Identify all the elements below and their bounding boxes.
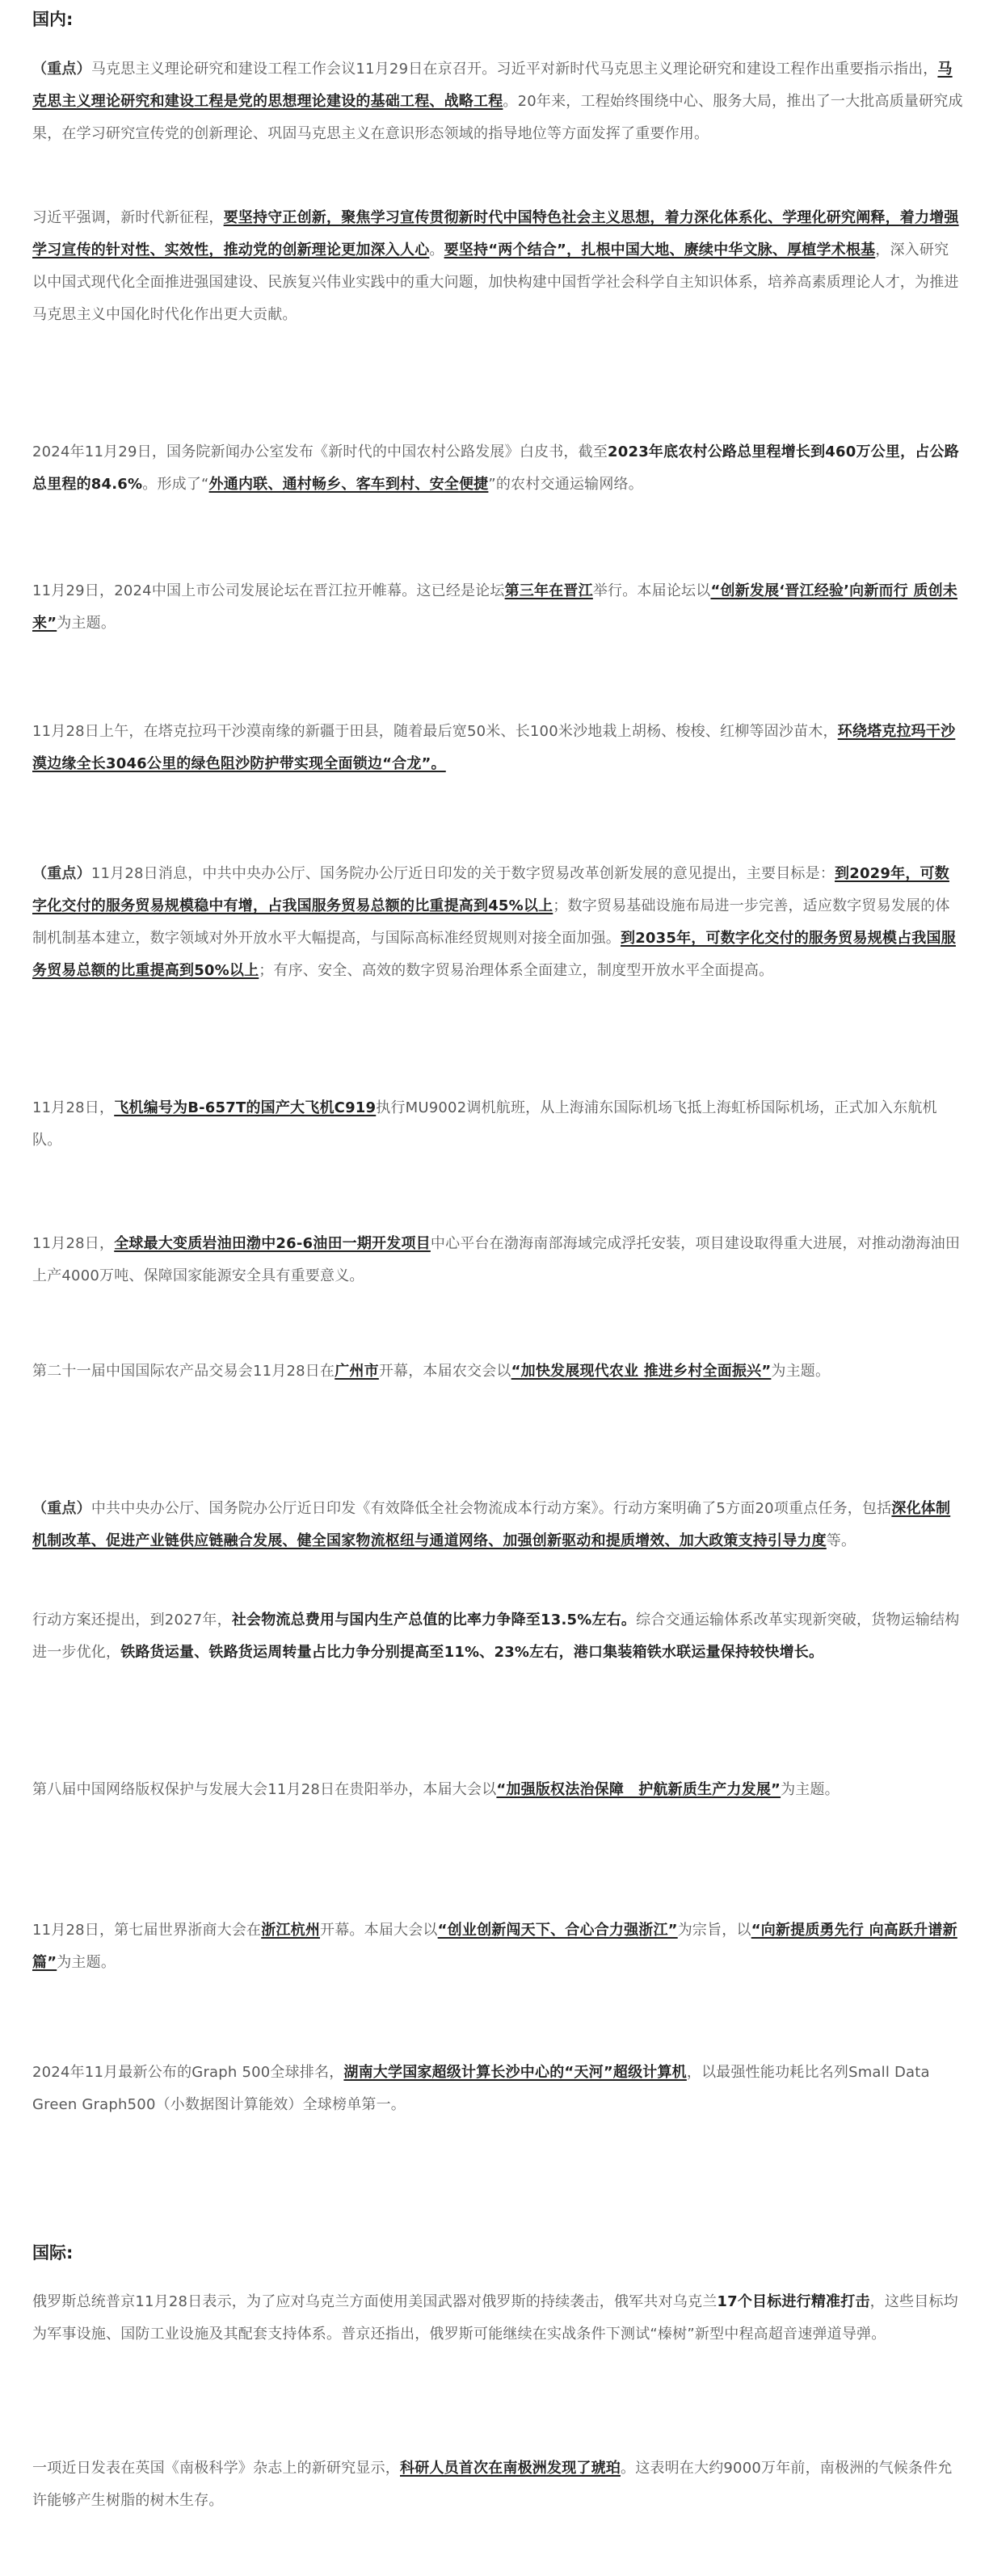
news-item-tianhe-graph500 [32, 2057, 963, 2121]
item-text: 11月28日，第七届世界浙商大会在 [32, 1922, 262, 1939]
item-highlight: 深化体制机制改革、促进产业链供应链融合发展、健全国家物流枢纽与通道网络、加强创新驱动和提质增效、加大政策支持引导力度 [32, 1500, 951, 1549]
item-text: 。这表明在大约9000万年前，南极洲的气候条件允许能够产生树脂的树木生存。 [32, 2460, 953, 2509]
item-highlight: “加强版权法治保障 护航新质生产力发展” [496, 1781, 781, 1798]
item-text: 中共中央办公厅、国务院办公厅近日印发《有效降低全社会物流成本行动方案》。行动方案明确了5方面20项重点任务，包括 [90, 1500, 892, 1517]
item-text: 行动方案还提出，到2027年， [32, 1612, 232, 1628]
item-text: 一项近日发表在英国《南极科学》杂志上的新研究显示， [32, 2460, 400, 2477]
key-tag: （重点） [32, 61, 91, 78]
news-item-agri-fair [32, 1355, 963, 1388]
item-text: ，深入研究以中国式现代化全面推进强国建设、民族复兴伟业实践中的重大问题，加快构建中国哲学社会科学自主知识体系，培养高素质理论人才，为推进马克思主义中国化时代化作出更大贡献。 [32, 242, 959, 323]
item-highlight: 飞机编号为B-657T的国产大飞机C919 [114, 1099, 377, 1116]
item-text: 。20年来，工程始终围绕中心、服务大局，推出了一大批高质量研究成果，在学习研究宣传党的创新理论、巩固马克思主义在意识形态领域的指导地位等方面发挥了重要作用。 [32, 93, 963, 142]
section-heading-international: 国际: [32, 2243, 74, 2263]
item-text: 。 [429, 242, 444, 258]
item-text: 2024年11月29日，国务院新闻办公室发布《新时代的中国农村公路发展》白皮书，截至 [32, 443, 608, 460]
news-item-logistics-plan [32, 1493, 963, 1557]
item-text: ”的农村交通运输网络。 [488, 476, 643, 493]
item-text: ，以最强性能功耗比名列Small Data Green Graph500（小数据图计算能效）全球榜单第一。 [32, 2064, 930, 2113]
item-text: 11月28日， [32, 1099, 115, 1116]
item-bold: 2023年底农村公路总里程增长到460万公里，占公路总里程的84.6% [32, 443, 959, 493]
item-text: 11月28日， [32, 1235, 115, 1252]
item-text: 为宗旨，以 [677, 1922, 751, 1939]
item-highlight: 到2035年，可数字化交付的服务贸易规模占我国服务贸易总额的比重提高到50%以上 [32, 930, 956, 979]
item-text: 习近平强调，新时代新征程， [32, 209, 224, 226]
key-tag: （重点） [32, 865, 91, 882]
news-item-xi-remarks [32, 202, 963, 331]
item-text: ；数字贸易基础设施布局进一步完善，适应数字贸易发展的体制机制基本建立，数字领域对外开放水平大幅提高，与国际高标准经贸规则对接全面加强。 [32, 897, 950, 947]
item-text: 综合交通运输体系改革实现新突破，货物运输结构进一步优化， [32, 1612, 960, 1661]
item-bold: 社会物流总费用与国内生产总值的比率力争降至13.5%左右。 [231, 1612, 637, 1628]
item-highlight: 湖南大学国家超级计算长沙中心的“天河”超级计算机 [343, 2064, 687, 2081]
item-highlight: “创新发展‘晋江经验’向新而行 质创未来” [32, 582, 958, 632]
item-text: 为主题。 [57, 1954, 116, 1971]
item-bold: 17个目标进行精准打击 [717, 2293, 870, 2310]
item-text: 中心平台在渤海南部海域完成浮托安装，项目建设取得重大进展，对推动渤海油田上产4000万吨、保障国家能源安全具有重要意义。 [32, 1235, 961, 1284]
news-item-digital-trade [32, 858, 963, 987]
item-highlight: 全球最大变质岩油田渤中26-6油田一期开发项目 [114, 1235, 431, 1252]
item-highlight: 马克思主义理论研究和建设工程是党的思想理论建设的基础工程、战略工程 [32, 61, 953, 110]
item-text: 俄罗斯总统普京11月28日表示，为了应对乌克兰方面使用美国武器对俄罗斯的持续袭击，俄军共对乌克兰 [32, 2293, 718, 2310]
news-item-rural-roads [32, 436, 963, 501]
item-text: 11月28日消息，中共中央办公厅、国务院办公厅近日印发的关于数字贸易改革创新发展的意见提出，主要目标是： [90, 865, 835, 882]
item-highlight: 到2029年，可数字化交付的服务贸易规模稳中有增，占我国服务贸易总额的比重提高到45%以上 [32, 865, 949, 914]
item-highlight: 要坚持“两个结合”，扎根中国大地、赓续中华文脉、厚植学术根基 [444, 242, 876, 258]
news-item-zhejiang-merchants [32, 1914, 963, 1979]
item-highlight: “向新提质勇先行 向高跃升谱新篇” [32, 1922, 957, 1971]
item-bold: 铁路货运量、铁路货运周转量占比力争分别提高至11%、23%左右，港口集装箱铁水联运量保持较快增长。 [120, 1644, 824, 1661]
item-text: 举行。本届论坛以 [592, 582, 711, 599]
news-item-theory-project [32, 53, 963, 150]
item-text: 执行MU9002调机航班，从上海浦东国际机场飞抵上海虹桥国际机场，正式加入东航机队。 [32, 1099, 937, 1149]
item-text: 马克思主义理论研究和建设工程工作会议11月29日在京召开。习近平对新时代马克思主义理论研究和建设工程作出重要指示指出， [90, 61, 938, 78]
item-text: 开幕，本届农交会以 [378, 1363, 511, 1380]
news-item-logistics-targets [32, 1604, 963, 1669]
item-highlight: 环绕塔克拉玛干沙漠边缘全长3046公里的绿色阻沙防护带实现全面锁边“合龙”。 [32, 723, 956, 772]
item-highlight: 科研人员首次在南极洲发现了琥珀 [400, 2460, 621, 2477]
item-text: 11月28日上午，在塔克拉玛干沙漠南缘的新疆于田县，随着最后宽50米、长100米沙地栽上胡杨、梭梭、红柳等固沙苗木， [32, 723, 838, 740]
item-text: ；有序、安全、高效的数字贸易治理体系全面建立，制度型开放水平全面提高。 [259, 962, 774, 979]
item-highlight: 浙江杭州 [261, 1922, 321, 1939]
item-text: 11月29日，2024中国上市公司发展论坛在晋江拉开帷幕。这已经是论坛 [32, 582, 505, 599]
news-item-jinjiang-forum [32, 575, 963, 640]
item-highlight: “创业创新闯天下、合心合力强浙江” [437, 1922, 678, 1939]
news-item-antarctic-amber [32, 2452, 963, 2517]
news-item-bohai-oilfield [32, 1228, 963, 1292]
item-text: 第八届中国网络版权保护与发展大会11月28日在贵阳举办，本届大会以 [32, 1781, 497, 1798]
item-highlight: 要坚持守正创新，聚焦学习宣传贯彻新时代中国特色社会主义思想，着力深化体系化、学理化研究阐释，着力增强学习宣传的针对性、实效性，推动党的创新理论更加深入人心 [32, 209, 959, 258]
item-text: 。形成了“ [142, 476, 209, 493]
news-item-russia-strike [32, 2286, 963, 2351]
news-item-copyright-conf [32, 1774, 963, 1806]
item-highlight: “加快发展现代农业 推进乡村全面振兴” [511, 1363, 772, 1380]
item-text: 2024年11月最新公布的Graph 500全球排名， [32, 2064, 344, 2081]
news-item-c919 [32, 1092, 963, 1157]
item-text: 第二十一届中国国际农产品交易会11月28日在 [32, 1363, 335, 1380]
item-text: 为主题。 [781, 1781, 840, 1798]
news-item-taklamakan [32, 716, 963, 780]
section-heading-domestic: 国内: [32, 10, 74, 29]
item-text: 为主题。 [57, 615, 116, 632]
item-text: ，这些目标均为军事设施、国防工业设施及其配套支持体系。普京还指出，俄罗斯可能继续在实战条件下测试“榛树”新型中程高超音速弹道导弹。 [32, 2293, 958, 2343]
item-highlight: 广州市 [335, 1363, 379, 1380]
item-text: 等。 [826, 1532, 856, 1549]
item-highlight: 外通内联、通村畅乡、客车到村、安全便捷 [208, 476, 489, 493]
item-text: 开幕。本届大会以 [320, 1922, 438, 1939]
item-highlight: 第三年在晋江 [504, 582, 593, 599]
item-text: 为主题。 [771, 1363, 831, 1380]
key-tag: （重点） [32, 1500, 91, 1517]
